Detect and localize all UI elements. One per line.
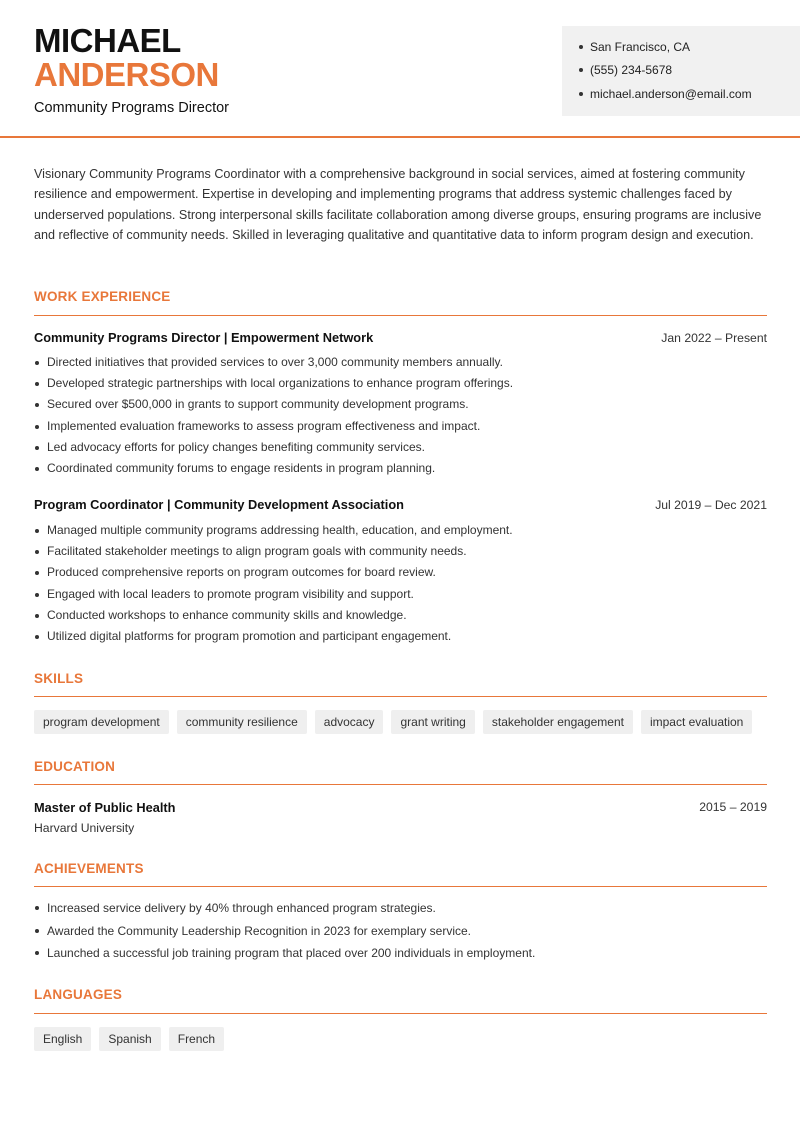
school-name: Harvard University <box>34 821 135 835</box>
bullet-icon <box>579 68 583 72</box>
job-title: Community Programs Director <box>34 100 229 116</box>
resume-header <box>0 0 800 138</box>
list-item: Developed strategic partnerships with local organizations to enhance program offerings. <box>34 373 767 394</box>
job-entry-title: Community Programs Director | Empowerment Network <box>34 330 374 345</box>
skills-list <box>34 710 752 734</box>
skill-chip: community resilience <box>177 710 307 734</box>
achievements-heading: ACHIEVEMENTS <box>34 861 144 876</box>
list-item: Implemented evaluation frameworks to assess program effectiveness and impact. <box>34 416 767 437</box>
job-entry-dates: Jan 2022 – Present <box>661 331 767 345</box>
list-item: Awarded the Community Leadership Recognition in 2023 for exemplary service. <box>34 920 767 943</box>
skill-chip: stakeholder engagement <box>483 710 633 734</box>
phone-text: (555) 234-5678 <box>590 63 673 77</box>
email-link[interactable]: michael.anderson@email.com <box>590 87 752 101</box>
education-heading: EDUCATION <box>34 759 116 774</box>
education-dates: 2015 – 2019 <box>699 800 767 814</box>
list-item: Engaged with local leaders to promote program visibility and support. <box>34 584 767 605</box>
job-bullets <box>34 352 767 479</box>
section-divider <box>34 1013 767 1014</box>
list-item: Launched a successful job training program that placed over 200 individuals in employment. <box>34 942 767 965</box>
list-item: Produced comprehensive reports on program outcomes for board review. <box>34 562 767 583</box>
contact-location <box>579 40 690 54</box>
achievements-list <box>34 897 767 965</box>
job-entry-dates: Jul 2019 – Dec 2021 <box>655 498 767 512</box>
degree-title: Master of Public Health <box>34 800 176 815</box>
job-bullets <box>34 520 767 647</box>
skill-chip: impact evaluation <box>641 710 752 734</box>
contact-box <box>562 26 800 116</box>
section-divider <box>34 315 767 316</box>
section-divider <box>34 784 767 785</box>
first-name: MICHAEL <box>34 22 181 59</box>
skill-chip: grant writing <box>391 710 474 734</box>
job-entry-title: Program Coordinator | Community Development Association <box>34 497 404 512</box>
contact-email[interactable] <box>579 87 752 101</box>
list-item: Managed multiple community programs addressing health, education, and employment. <box>34 520 767 541</box>
skill-chip: advocacy <box>315 710 384 734</box>
section-divider <box>34 886 767 887</box>
bullet-icon <box>579 92 583 96</box>
location-text: San Francisco, CA <box>590 40 691 54</box>
skill-chip: program development <box>34 710 169 734</box>
summary-paragraph: Visionary Community Programs Coordinator with a comprehensive background in social services, aimed at fostering community resilience and empowerment. Expertise in developing and implementing programs that address systemic challenges faced by underserved populations. Strong interpersonal skills facilitate collaboration among diverse groups, ensuring programs are inclusive and reflective of community needs. Skilled in leveraging qualitative and quantitative data to inform program design and execution. <box>34 167 762 242</box>
language-chip: English <box>34 1027 91 1051</box>
list-item: Utilized digital platforms for program promotion and participant engagement. <box>34 626 767 647</box>
skills-heading: SKILLS <box>34 671 84 686</box>
list-item: Facilitated stakeholder meetings to align program goals with community needs. <box>34 541 767 562</box>
list-item: Secured over $500,000 in grants to support community development programs. <box>34 394 767 415</box>
last-name: ANDERSON <box>34 56 219 93</box>
list-item: Directed initiatives that provided services to over 3,000 community members annually. <box>34 352 767 373</box>
list-item: Coordinated community forums to engage residents in program planning. <box>34 458 767 479</box>
work-experience-heading: WORK EXPERIENCE <box>34 289 171 304</box>
contact-phone <box>579 63 672 77</box>
section-divider <box>34 696 767 697</box>
language-chip: French <box>169 1027 224 1051</box>
list-item: Led advocacy efforts for policy changes benefiting community services. <box>34 437 767 458</box>
bullet-icon <box>579 45 583 49</box>
languages-list <box>34 1027 224 1051</box>
list-item: Conducted workshops to enhance community skills and knowledge. <box>34 605 767 626</box>
list-item: Increased service delivery by 40% through enhanced program strategies. <box>34 897 767 920</box>
language-chip: Spanish <box>99 1027 160 1051</box>
languages-heading: LANGUAGES <box>34 987 123 1002</box>
